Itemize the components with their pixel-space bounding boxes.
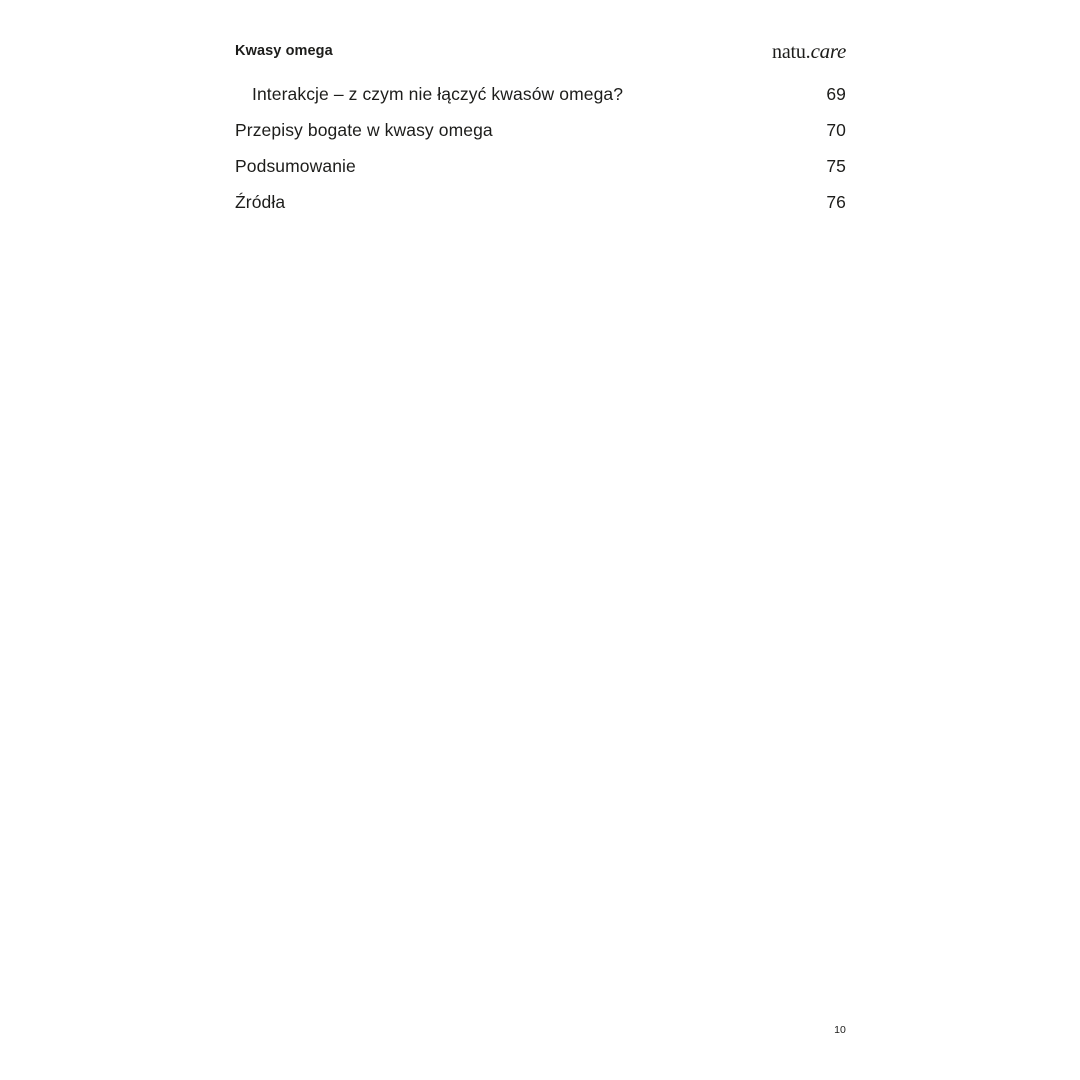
running-header (235, 38, 846, 64)
toc-entry-label: Podsumowanie (235, 156, 356, 176)
toc-entry[interactable] (235, 84, 846, 120)
natucare-logo (772, 38, 846, 63)
toc-entry-page: 76 (826, 192, 846, 212)
toc-entry[interactable] (235, 120, 846, 156)
logo-text-care: care (810, 38, 846, 63)
toc-entry-page: 75 (826, 156, 846, 176)
toc-entry-label: Przepisy bogate w kwasy omega (235, 120, 493, 140)
toc-entry[interactable] (235, 156, 846, 192)
toc-entry-page: 70 (826, 120, 846, 140)
running-header-title: Kwasy omega (235, 42, 333, 59)
toc-entry[interactable] (235, 192, 846, 228)
table-of-contents (235, 84, 846, 228)
toc-entry-label: Interakcje – z czym nie łączyć kwasów omega? (252, 84, 624, 104)
toc-entry-page: 69 (826, 84, 846, 104)
logo-text-natu: natu (772, 40, 806, 63)
toc-entry-label: Źródła (235, 192, 286, 212)
logo-dot: . (805, 40, 811, 63)
page-number: 10 (834, 1024, 846, 1036)
